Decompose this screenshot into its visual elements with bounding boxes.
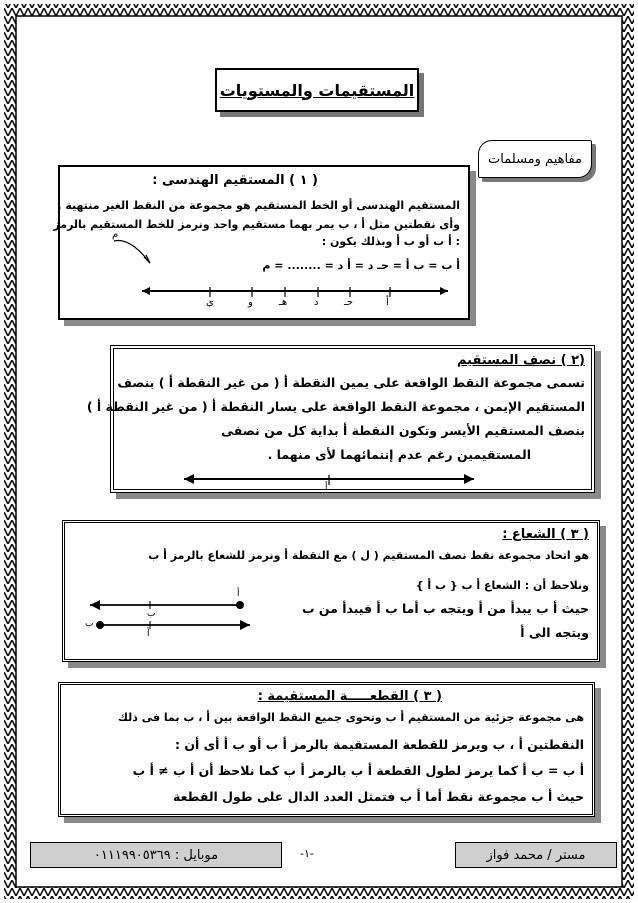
s1-line2: وأى نقطتين مثل أ ، ب يمر بهما مستقيم واحد ونرمز للخط المستقيم بالرمز xyxy=(53,218,460,231)
s3-line1: هو اتحاد مجموعة نقط نصف المستقيم ( ل ) مع النقطة أ ونرمز للشعاع بالرمز أ ب xyxy=(148,549,589,562)
section-ray xyxy=(62,520,600,662)
s3-ray-diagram xyxy=(65,523,603,665)
s4-heading: ( ٣ ) القطعـــــة المستقيمة : xyxy=(257,689,442,704)
page-title-box xyxy=(215,68,419,112)
concepts-tag-label: مفاهيم ومسلمات xyxy=(488,151,582,167)
s2-line4: المستقيمين رغم عدم إنتمائهما لأى منهما . xyxy=(267,447,531,462)
s1-point-h: حـ xyxy=(344,297,354,308)
s4-line3: أ ب = ب أ كما يرمز لطول القطعة أ ب بالرمز أ ب كما نلاحظ أن أ ب ≠ أ ب xyxy=(132,763,584,778)
page-number: -١- xyxy=(300,847,314,860)
s1-point-a: أ xyxy=(386,297,389,308)
section-geometric-line xyxy=(53,165,470,320)
footer-author: مستر / محمد فواز xyxy=(455,842,617,868)
s1-number-line xyxy=(60,167,472,322)
s2-point-a: أ xyxy=(325,483,328,493)
page-title: المستقيمات والمستويات xyxy=(219,80,415,100)
s3-label-a1: أ xyxy=(237,589,240,599)
s3-line4: ويتجه الى أ xyxy=(520,625,589,640)
s1-point-d: د xyxy=(314,297,319,308)
s2-line3: بنصف المستقيم الأيسر وتكون النقطة أ بداية كل من نصفى xyxy=(221,423,585,438)
concepts-tag xyxy=(478,140,592,178)
s3-line3: حيث أ ب يبدأ من أ ويتجه ب أما ب أ فيبدأ من ب xyxy=(301,601,589,616)
s1-line3: : أ ب أو ب أ وبذلك يكون : xyxy=(321,235,460,248)
s1-heading: ( ١ ) المستقيم الهندسى : xyxy=(152,173,318,188)
s2-heading: (٢ ) نصف المستقيم xyxy=(456,353,585,368)
s1-point-y: ى xyxy=(206,297,214,308)
s1-m-label: م xyxy=(112,229,119,240)
s2-line1: تسمى مجموعة النقط الواقعة على يمين النقطة أ ( من غير النقطة أ ) بنصف xyxy=(117,375,585,390)
s4-line1: هى مجموعة جزئية من المستقيم أ ب وتحوى جميع النقط الواقعة بين أ ، ب بما فى ذلك xyxy=(117,711,584,724)
s1-point-he: هـ xyxy=(279,297,288,308)
s1-equality: أ ب = ب أ = حـ د = أ د = ........ = م xyxy=(262,259,460,272)
s3-label-b1: ب xyxy=(147,609,156,619)
s2-number-line xyxy=(114,349,599,497)
footer-phone: موبايل : ٠١١١٩٩٠٥٣٦٩ xyxy=(30,842,282,868)
s1-point-w: و xyxy=(248,297,253,308)
s3-heading: ( ٣ ) الشعاع : xyxy=(502,527,589,542)
s3-label-a2: أ xyxy=(147,629,150,639)
s4-line4: حيث أ ب مجموعة نقط أما أ ب فتمثل العدد الدال على طول القطعة xyxy=(173,789,584,804)
section-half-line xyxy=(86,345,595,493)
s3-line2: ونلاحظ أن : الشعاع أ ب { ب أ } xyxy=(415,579,589,592)
s1-line1: المستقيم الهندسى أو الخط المستقيم هو مجموعة من النقط الغير منتهية . xyxy=(57,199,460,212)
s3-label-b2: ب xyxy=(85,619,94,629)
s4-line2: النقطتين أ ، ب ويرمز للقطعة المستقيمة بالرمز أ ب أو ب أ أى أن : xyxy=(175,737,584,752)
s2-line2: المستقيم الإيمن ، مجموعة النقط الواقعة على يسار النقطة أ ( من غير النقطة أ ) xyxy=(86,399,585,414)
section-line-segment xyxy=(58,682,595,817)
